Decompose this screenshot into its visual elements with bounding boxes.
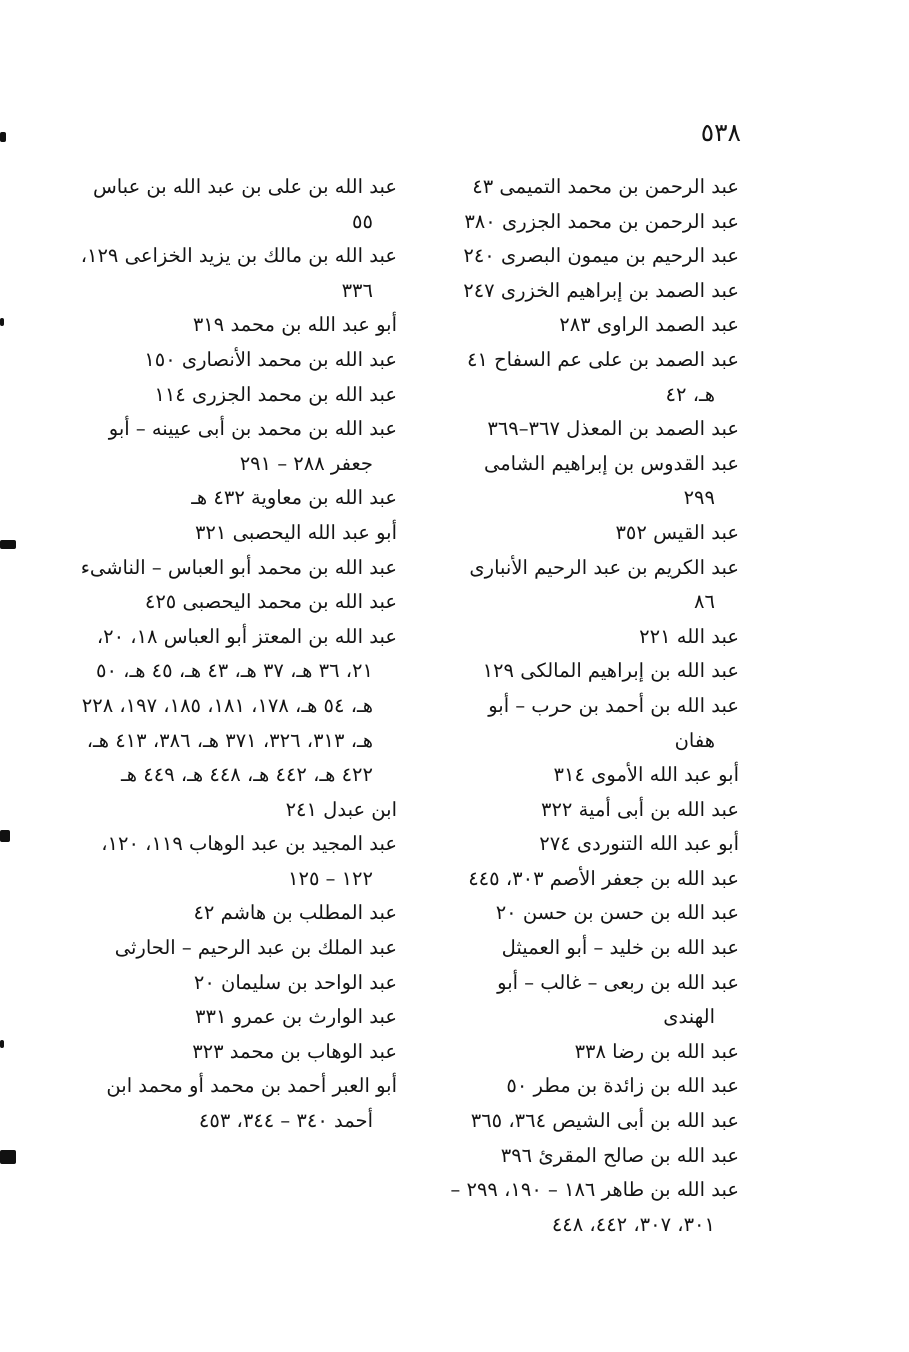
index-entry: عبد الله بن خليد – أبو العميثل: [501, 936, 739, 960]
index-entry: عبد الصمد بن إبراهيم الخزرى ٢٤٧: [463, 278, 739, 302]
index-entry: عبد الله بن أبى أمية ٣٢٢: [540, 797, 739, 821]
index-entry: عبد القدوس بن إبراهيم الشامى ٢٩٩: [483, 451, 739, 510]
index-column-right: [449, 170, 739, 1242]
index-entry: عبد الله بن على بن عبد الله بن عباس ٥٥: [92, 175, 397, 233]
index-entry: عبد الله بن صالح المقرئ ٣٩٦: [500, 1143, 739, 1167]
index-entry: عبد الكريم بن عبد الرحيم الأنبارى ٨٦: [469, 555, 739, 614]
index-entry: أبو عبد الله التنوردى ٢٧٤: [539, 832, 739, 856]
index-entry: عبد الله ٢٢١: [639, 624, 739, 648]
index-entry: عبد المطلب بن هاشم ٤٢: [193, 901, 397, 925]
index-entry: عبد الملك بن عبد الرحيم – الحارثى: [114, 936, 397, 960]
index-entry: عبد الله بن محمد بن أبى عيينه – أبو جعفر ٢٨٨ – ٢٩١: [108, 417, 397, 475]
index-entry: عبد القيس ٣٥٢: [615, 520, 739, 544]
index-entry: عبد المجيد بن عبد الوهاب ١١٩، ١٢٠، ١٢٢ – ١٢٥: [101, 832, 397, 890]
index-entry: عبد الله بن محمد اليحصبى ٤٢٥: [144, 590, 397, 614]
index-entry: أبو عبد الله الأموى ٣١٤: [553, 763, 739, 787]
index-entry: عبد الله بن رضا ٣٣٨: [574, 1039, 739, 1063]
index-entry: أبو عبد الله اليحصبى ٣٢١: [194, 520, 397, 544]
index-entry: عبد الله بن أحمد بن حرب – أبو هفان: [488, 693, 739, 752]
index-entry: عبد الله بن زائدة بن مطر ٥٠: [506, 1074, 739, 1098]
index-entry: عبد الله بن أبى الشيص ٣٦٤، ٣٦٥: [470, 1109, 739, 1133]
scan-margin-mark: [0, 1150, 16, 1164]
index-entry: عبد الله بن مالك بن يزيد الخزاعى ١٢٩، ٣٣٦: [80, 244, 397, 302]
index-entry: عبد الله بن إبراهيم المالكى ١٢٩: [482, 659, 739, 683]
scan-margin-mark: [0, 318, 4, 326]
index-entry: أبو العبر أحمد بن محمد أو محمد ابن أحمد ٣٤٠ – ٣٤٤، ٤٥٣: [106, 1074, 397, 1133]
index-entry: عبد الله بن محمد الأنصارى ١٥٠: [144, 347, 397, 371]
index-entry: عبد الله بن محمد الجزرى ١١٤: [154, 382, 397, 406]
index-entry: عبد الوهاب بن محمد ٣٢٣: [192, 1039, 397, 1063]
index-entry: عبد الرحيم بن ميمون البصرى ٢٤٠: [463, 244, 739, 268]
index-entry: عبد الله بن معاوية ٤٣٢ هـ: [191, 486, 397, 510]
index-entry: عبد الصمد بن المعذل ٣٦٧–٣٦٩: [487, 417, 739, 441]
scan-margin-mark: [0, 830, 10, 842]
page-number: ٥٣٨: [700, 118, 741, 147]
index-column-left: [79, 170, 397, 1139]
index-entry: عبد الواحد بن سليمان ٢٠: [193, 970, 397, 994]
index-entry: عبد الوارث بن عمرو ٣٣١: [195, 1005, 397, 1029]
scan-margin-mark: [0, 132, 6, 142]
index-entry: أبو عبد الله بن محمد ٣١٩: [192, 313, 397, 337]
index-entry: عبد الله بن محمد أبو العباس – الناشىء: [80, 555, 397, 579]
index-entry: ابن عبدل ٢٤١: [285, 797, 397, 821]
index-entry: عبد الله بن طاهر ١٨٦ – ١٩٠، ٢٩٩ – ٣٠١، ٣٠٧، ٤٤٢، ٤٤٨: [450, 1178, 739, 1236]
index-entry: عبد الله بن جعفر الأصم ٣٠٣، ٤٤٥: [468, 866, 739, 890]
scan-margin-mark: [0, 1040, 4, 1048]
index-entry: عبد الرحمن بن محمد التميمى ٤٣: [472, 175, 739, 198]
scan-margin-mark: [0, 540, 16, 549]
index-entry: عبد الله بن ربعى – غالب – أبو الهندى: [497, 970, 739, 1029]
index-entry: عبد الصمد الراوى ٢٨٣: [559, 313, 739, 337]
index-entry: عبد الصمد بن على عم السفاح ٤١ هـ، ٤٢: [466, 347, 739, 406]
index-entry: عبد الله بن حسن بن حسن ٢٠: [495, 901, 739, 925]
index-entry: عبد الرحمن بن محمد الجزرى ٣٨٠: [464, 209, 739, 233]
index-entry: عبد الله بن المعتز أبو العباس ١٨، ٢٠، ٢١، ٣٦ هـ، ٣٧ هـ، ٤٣ هـ، ٤٥ هـ، ٥٠ هـ، ٥٤ هـ، ١٧٨، ١٨١، ١٨٥، ١٩٧، ٢٢٨ هـ، ٣١٣، ٣٢٦، ٣٧١ هـ، ٣٨٦، ٤١٣ هـ، ٤٢٢ هـ، ٤٤٢ هـ، ٤٤٨ هـ، ٤٤٩ هـ: [81, 624, 397, 787]
